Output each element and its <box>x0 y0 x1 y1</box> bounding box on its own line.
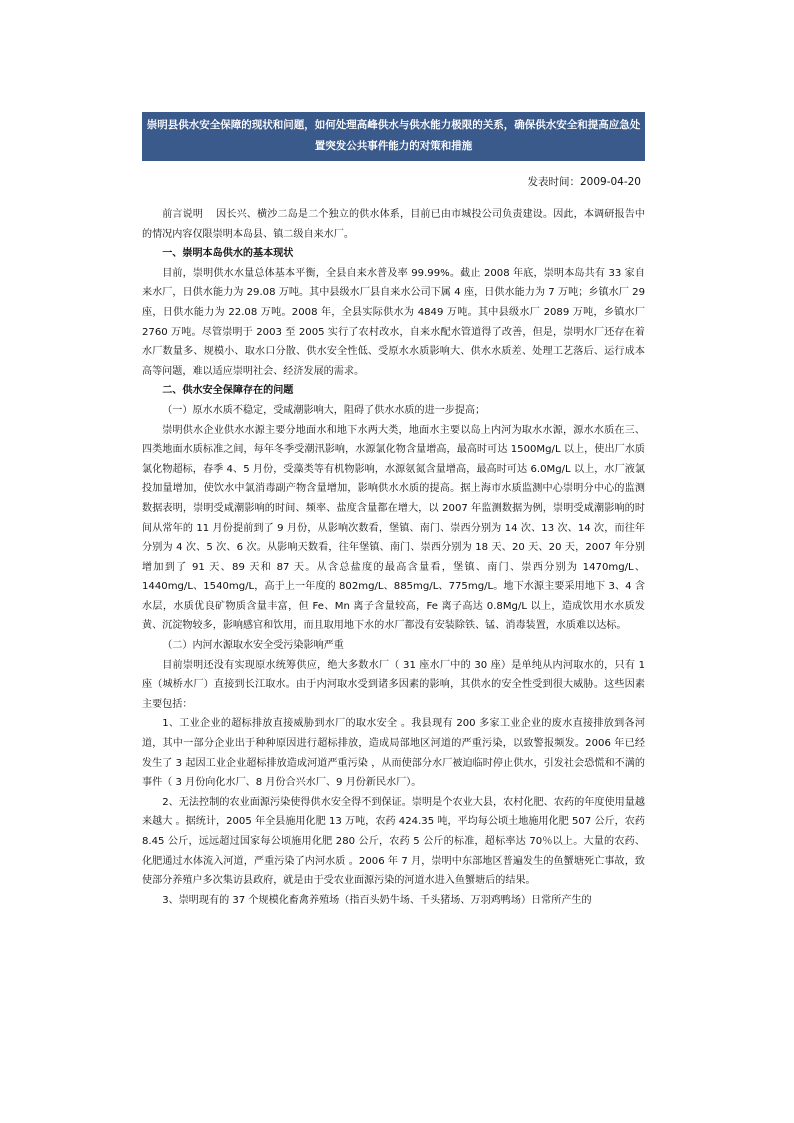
document-page <box>142 112 645 910</box>
document-body <box>142 205 645 910</box>
section-heading-1: 一、崇明本岛供水的基本现状 <box>162 248 294 260</box>
publish-date-label: 发表时间： <box>527 176 580 188</box>
preface-label: 前言说明 <box>162 209 204 220</box>
section-heading-2: 二、供水安全保障存在的问题 <box>162 385 294 397</box>
document-title: 崇明县供水安全保障的现状和问题，如何处理高峰供水与供水能力极限的关系，确保供水安全和提高应急处置突发公共事件能力的对策和措施 <box>142 112 645 161</box>
paragraph-agricultural-pollution: 2、无法控制的农业面源污染使得供水安全得不到保证。崇明是个农业大县，农村化肥、农药的年度使用量越来越大 。据统计，2005 年全县施用化肥 13 万吨，农药 424.35 吨，平均每公顷土地施用化肥 507 公斤，农药 8.45 公斤，远远超过国家每公顷施用化肥 280 公斤，农药 5 公斤的标准，超标率达 70％以上。大量的农药、化肥通过水体流入河道，严重污染了内河水质 。2006 年 7 月，崇明中东部地区普遍发生的鱼蟹塘死亡事故，致使部分养殖户多次集访县政府，就是由于受农业面源污染的河道水进入鱼蟹塘后的结果。 <box>142 796 645 887</box>
paragraph-livestock-farms: 3、崇明现有的 37 个规模化畜禽养殖场（指百头奶牛场、千头猪场、万羽鸡鸭场）日常所产生的 <box>162 894 592 906</box>
paragraph-basic-status: 目前，崇明供水水量总体基本平衡，全县自来水普及率 99.99%。截止 2008 年底，崇明本岛共有 33 家自来水厂，日供水能力为 29.08 万吨。其中县级水厂县自来水公司下属 4 座，日供水能力为 7 万吨；乡镇水厂 29 座，日供水能力为 22.08 万吨。2008 年，全县实际供水为 4849 万吨。其中县级水厂 2089 万吨，乡镇水厂 2760 万吨。尽管崇明于 2003 至 2005 实行了农村改水，自来水配水管道得了改善，但是，崇明水厂还存在着水厂数量多、规模小、取水口分散、供水安全性低、受原水水质影响大、供水水质差、处理工艺落后、运行成本高等问题，难以适应崇明社会、经济发展的需求。 <box>142 267 645 377</box>
preface-text: 因长兴、横沙二岛是二个独立的供水体系，目前已由市城投公司负责建设。因此，本调研报告中的情况内容仅限崇明本岛县、镇二级自来水厂。 <box>142 209 646 240</box>
preface-paragraph <box>142 205 645 244</box>
subheading-1: （一）原水水质不稳定，受咸潮影响大，阻碍了供水水质的进一步提高； <box>162 404 486 416</box>
subheading-2: （二）内河水源取水安全受污染影响严重 <box>162 640 344 652</box>
paragraph-river-intake: 目前崇明还没有实现原水统筹供应，绝大多数水厂（ 31 座水厂中的 30 座）是单纯从内河取水的，只有 1 座（城桥水厂）直接到长江取水。由于内河取水受到诸多因素的影响，其供水的安全性受到很大威胁。这些因素主要包括： <box>142 659 645 710</box>
paragraph-raw-water-quality: 崇明供水企业供水水源主要分地面水和地下水两大类，地面水主要以岛上内河为取水水源，源水水质在三、四类地面水质标准之间，每年冬季受潮汛影响，水源氯化物含量增高，最高时可达 1500Mg/L 以上，使出厂水质氯化物超标，春季 4、5 月份，受藻类等有机物影响，水源氨氮含量增高，最高时可达 6.0Mg/L 以上，水厂液氯投加量增加，使饮水中氯消毒副产物含量增加，影响供水水质的提高。据上海市水质监测中心崇明分中心的监测数据表明，崇明受咸潮影响的时间、频率、盐度含量都在增大，以 2007 年监测数据为例，崇明受咸潮影响的时间从常年的 11 月份提前到了 9 月份，从影响次数看，堡镇、南门、崇西分别为 14 次、13 次、14 次，而往年分别为 4 次、5 次、6 次。从影响天数看，往年堡镇、南门、崇西分别为 18 天、20 天、20 天，2007 年分别增加到了 91 天、89 天和 87 天。从含总盐度的最高含量看，堡镇、南门、崇西分别为 1470mg/L、1440mg/L、1540mg/L，高于上一年度的 802mg/L、885mg/L、775mg/L。地下水源主要采用地下 3、4 含水层，水质优良矿物质含量丰富，但 Fe、Mn 离子含量较高，Fe 离子高达 0.8Mg/L 以上，造成饮用水水质发黄、沉淀物较多，影响感官和饮用，而且取用地下水的水厂都没有安装除铁、锰、消毒装置，水质难以达标。 <box>142 424 645 632</box>
publish-date: 2009-04-20 <box>579 176 641 188</box>
paragraph-industrial-pollution: 1、工业企业的超标排放直接威胁到水厂的取水安全 。我县现有 200 多家工业企业的废水直接排放到各河道，其中一部分企业出于种种原因进行超标排放，造成局部地区河道的严重污染，以致警报频发。2006 年已经发生了 3 起因工业企业超标排放造成河道严重污染 ，从而使部分水厂被迫临时停止供水，引发社会恐慌和不满的事件（ 3 月份向化水厂、8 月份合兴水厂、9 月份新民水厂）。 <box>142 718 645 789</box>
publish-date-line <box>142 175 645 189</box>
